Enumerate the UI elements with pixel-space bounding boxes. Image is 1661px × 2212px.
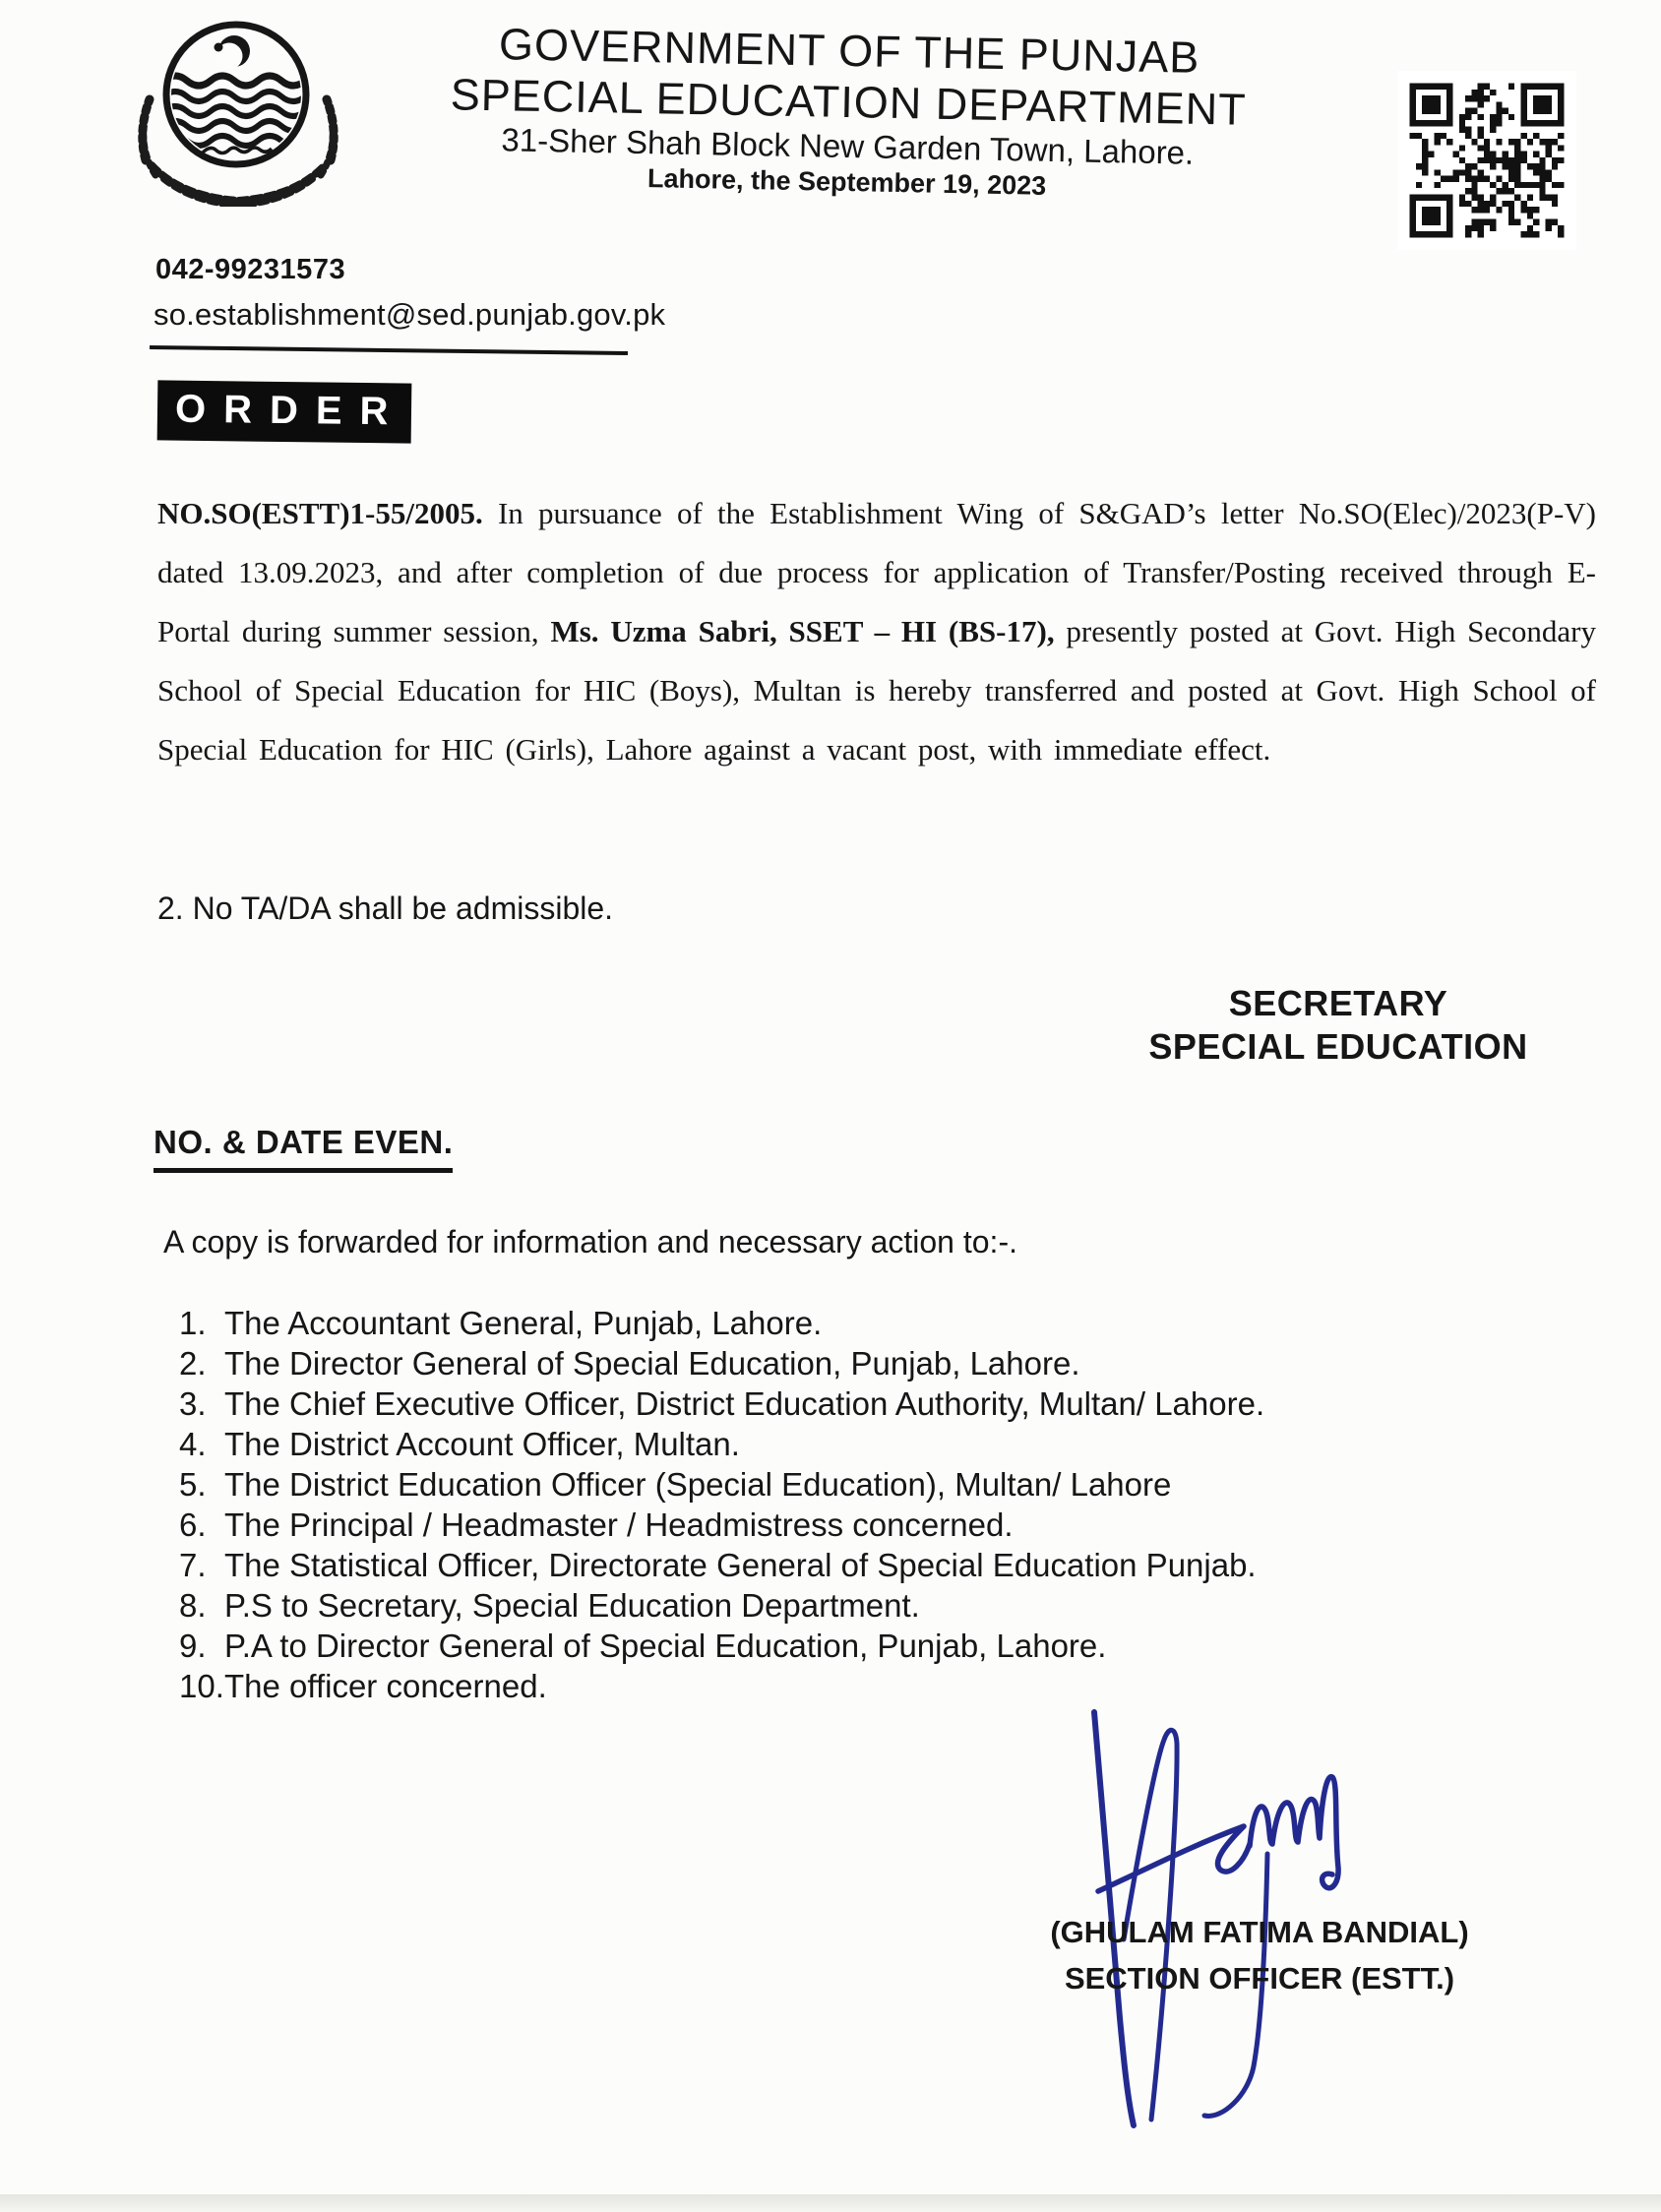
- signatory-designation: [1082, 982, 1594, 1069]
- cc-item-number: 5.: [179, 1466, 207, 1503]
- signatory-name: (GHULAM FATIMA BANDIAL): [1050, 1915, 1469, 1949]
- cc-list: [179, 1303, 1596, 1706]
- cc-item-text: The District Account Officer, Multan.: [224, 1426, 740, 1462]
- phone-number: 042-99231573: [155, 254, 346, 285]
- cc-list-item: [179, 1303, 1596, 1343]
- reference-heading: NO. & DATE EVEN.: [154, 1124, 453, 1173]
- punjab-government-emblem: [112, 18, 364, 207]
- letter-date: Lahore, the September 19, 2023: [646, 163, 1047, 201]
- body-text-part1: In pursuance of the Establishment Wing of S&GAD’s letter No.SO(Elec)/2023(P-V) dated 13.09.2023, and after completion of due process for application of Transfer/Posting received through E-Portal during summer session,: [157, 496, 1596, 648]
- order-body-paragraph: [157, 484, 1596, 779]
- qr-code: [1397, 71, 1576, 250]
- department-title-line2: SPECIAL EDUCATION DEPARTMENT: [450, 69, 1248, 135]
- cc-list-item: [179, 1343, 1596, 1383]
- scan-edge-shadow: [0, 2194, 1661, 2212]
- email-address: so.establishment@sed.punjab.gov.pk: [154, 297, 666, 332]
- cc-intro: A copy is forwarded for information and necessary action to:-.: [163, 1224, 1017, 1260]
- signatory-line2: SPECIAL EDUCATION: [1148, 1026, 1528, 1067]
- clause-2: 2. No TA/DA shall be admissible.: [157, 891, 614, 926]
- cc-item-number: 4.: [179, 1426, 207, 1462]
- signature-block: [1014, 1909, 1506, 2001]
- cc-item-text: The Chief Executive Officer, District Education Authority, Multan/ Lahore.: [224, 1385, 1265, 1422]
- cc-item-number: 2.: [179, 1345, 207, 1382]
- department-address: 31-Sher Shah Block New Garden Town, Lahore.: [501, 121, 1195, 171]
- cc-item-text: The officer concerned.: [224, 1668, 547, 1704]
- reference-number: NO.SO(ESTT)1-55/2005.: [157, 496, 483, 530]
- cc-list-item: [179, 1626, 1596, 1666]
- email-underline: [150, 345, 628, 355]
- officer-name: Ms. Uzma Sabri, SSET – HI (BS-17),: [550, 614, 1055, 648]
- cc-item-number: 6.: [179, 1506, 207, 1543]
- cc-item-text: The Director General of Special Education, Punjab, Lahore.: [224, 1345, 1080, 1382]
- cc-item-number: 10.: [179, 1668, 224, 1704]
- department-title-line1: GOVERNMENT OF THE PUNJAB: [498, 19, 1200, 83]
- cc-list-item: [179, 1424, 1596, 1464]
- urdu-script: [203, 148, 272, 154]
- cc-list-item: [179, 1585, 1596, 1626]
- cc-item-text: P.A to Director General of Special Education, Punjab, Lahore.: [224, 1628, 1107, 1664]
- cc-item-number: 3.: [179, 1385, 207, 1422]
- cc-item-number: 7.: [179, 1547, 207, 1583]
- cc-item-text: The District Education Officer (Special Education), Multan/ Lahore: [224, 1466, 1172, 1503]
- cc-item-text: P.S to Secretary, Special Education Department.: [224, 1587, 920, 1624]
- order-heading: ORDER: [157, 380, 412, 443]
- cc-item-number: 9.: [179, 1628, 207, 1664]
- signatory-line1: SECRETARY: [1228, 983, 1448, 1023]
- signatory-title: SECTION OFFICER (ESTT.): [1064, 1961, 1455, 1996]
- cc-item-number: 8.: [179, 1587, 207, 1624]
- cc-item-number: 1.: [179, 1305, 207, 1341]
- crescent-icon: [215, 35, 251, 70]
- cc-item-text: The Principal / Headmaster / Headmistress concerned.: [224, 1506, 1014, 1543]
- river-waves-icon: [163, 76, 305, 146]
- cc-item-text: The Statistical Officer, Directorate General of Special Education Punjab.: [224, 1547, 1257, 1583]
- cc-item-text: The Accountant General, Punjab, Lahore.: [224, 1305, 823, 1341]
- letterhead: [384, 17, 1312, 208]
- body-text-part2: presently posted at Govt. High Secondary School of Special Education for HIC (Boys), Multan is hereby transferred and posted at Govt. High School of Special Education for HIC (Girls), Lahore against a vacant post, with immediate effect.: [157, 614, 1597, 767]
- cc-list-item: [179, 1545, 1596, 1585]
- cc-list-item: [179, 1383, 1596, 1424]
- emblem-graphic: [112, 18, 364, 207]
- cc-list-item: [179, 1505, 1596, 1545]
- qr-code-graphic: [1397, 71, 1576, 250]
- cc-list-item: [179, 1464, 1596, 1505]
